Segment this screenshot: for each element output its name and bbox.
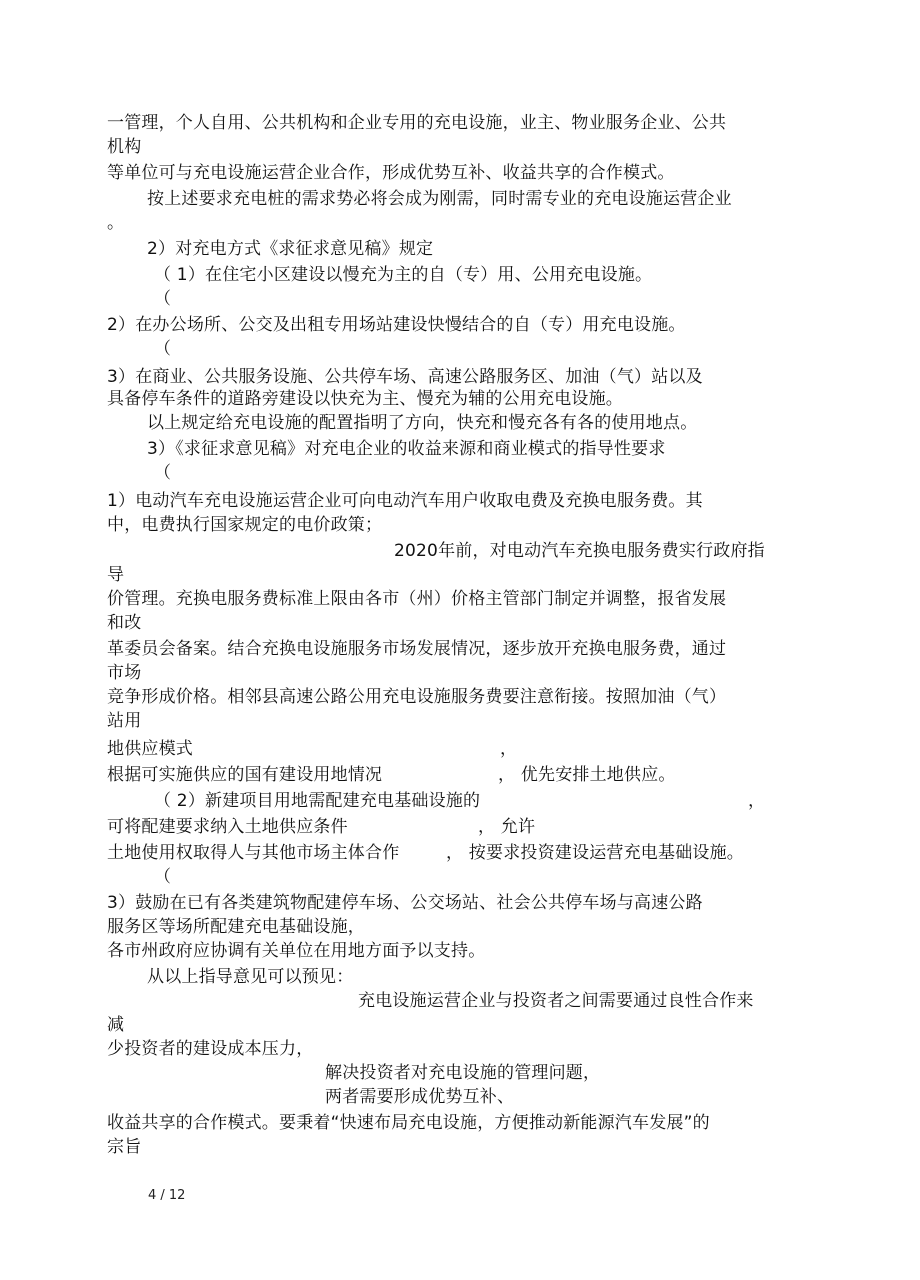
text-line: 以上规定给充电设施的配置指明了方向，快充和慢充各有各的使用地点。 bbox=[147, 413, 698, 433]
text-line: 地供应模式 bbox=[107, 739, 193, 759]
text-line: 竞争形成价格。相邻县高速公路公用充电设施服务费要注意衔接。按照加油（气） bbox=[107, 687, 727, 707]
text-line: 机构 bbox=[107, 137, 142, 157]
text-line: 。 bbox=[107, 213, 125, 233]
text-line: 减 bbox=[107, 1015, 125, 1035]
text-line: 和改 bbox=[107, 613, 142, 633]
text-line: ， 优先安排土地供应。 bbox=[498, 765, 676, 785]
text-line: （ 1）在住宅小区建设以慢充为主的自（专）用、公用充电设施。 bbox=[154, 265, 653, 285]
text-line: 等单位可与充电设施运营企业合作，形成优势互补、收益共享的合作模式。 bbox=[107, 163, 675, 183]
text-line: （ bbox=[154, 463, 172, 483]
text-line: 2020年前，对电动汽车充换电服务费实行政府指 bbox=[394, 541, 765, 561]
text-line: 土地使用权取得人与其他市场主体合作 bbox=[107, 843, 400, 863]
text-line: 根据可实施供应的国有建设用地情况 bbox=[107, 765, 383, 785]
text-line: 3）在商业、公共服务设施、公共停车场、高速公路服务区、加油（气）站以及 bbox=[107, 367, 703, 387]
text-line: 收益共享的合作模式。要秉着“快速布局充电设施，方便推动新能源汽车发展”的 bbox=[107, 1113, 710, 1133]
text-line: ， bbox=[748, 791, 766, 811]
page-number: 4 / 12 bbox=[148, 1188, 186, 1203]
text-line: 可将配建要求纳入土地供应条件 bbox=[107, 817, 348, 837]
text-line: 中，电费执行国家规定的电价政策； bbox=[107, 515, 383, 535]
text-line: 导 bbox=[107, 565, 125, 585]
text-line: 价管理。充换电服务费标准上限由各市（州）价格主管部门制定并调整，报省发展 bbox=[107, 589, 727, 609]
text-line: 充电设施运营企业与投资者之间需要通过良性合作来 bbox=[358, 991, 754, 1011]
text-line: 服务区等场所配建充电基础设施， bbox=[107, 917, 365, 937]
text-line: （ bbox=[154, 867, 172, 887]
text-line: 3）《求征求意见稿》对充电企业的收益来源和商业模式的指导性要求 bbox=[147, 439, 666, 459]
text-line: 从以上指导意见可以预见： bbox=[147, 967, 354, 987]
text-line: ， bbox=[500, 739, 518, 759]
text-line: 宗旨 bbox=[107, 1137, 142, 1157]
text-line: 解决投资者对充电设施的管理问题， bbox=[325, 1063, 601, 1083]
text-line: ， 按要求投资建设运营充电基础设施。 bbox=[446, 843, 745, 863]
text-line: 两者需要形成优势互补、 bbox=[325, 1087, 515, 1107]
text-line: 站用 bbox=[107, 711, 142, 731]
text-line: 按上述要求充电桩的需求势必将会成为刚需，同时需专业的充电设施运营企业 bbox=[147, 189, 732, 209]
text-line: 具备停车条件的道路旁建设以快充为主、慢充为辅的公用充电设施。 bbox=[107, 389, 623, 409]
text-line: 1）电动汽车充电设施运营企业可向电动汽车用户收取电费及充换电服务费。其 bbox=[107, 491, 703, 511]
text-line: （ 2）新建项目用地需配建充电基础设施的 bbox=[154, 791, 481, 811]
text-line: 2）对充电方式《求征求意见稿》规定 bbox=[147, 239, 434, 259]
text-line: 3）鼓励在已有各类建筑物配建停车场、公交场站、社会公共停车场与高速公路 bbox=[107, 893, 703, 913]
text-line: ， 允许 bbox=[478, 817, 536, 837]
text-line: （ bbox=[154, 289, 172, 309]
text-line: 一管理，个人自用、公共机构和企业专用的充电设施，业主、物业服务企业、公共 bbox=[107, 113, 727, 133]
text-line: 2）在办公场所、公交及出租专用场站建设快慢结合的自（专）用充电设施。 bbox=[107, 315, 686, 335]
text-line: 市场 bbox=[107, 663, 142, 683]
text-line: （ bbox=[154, 339, 172, 359]
text-line: 少投资者的建设成本压力， bbox=[107, 1039, 314, 1059]
text-line: 革委员会备案。结合充换电设施服务市场发展情况，逐步放开充换电服务费，通过 bbox=[107, 639, 727, 659]
text-line: 各市州政府应协调有关单位在用地方面予以支持。 bbox=[107, 941, 486, 961]
